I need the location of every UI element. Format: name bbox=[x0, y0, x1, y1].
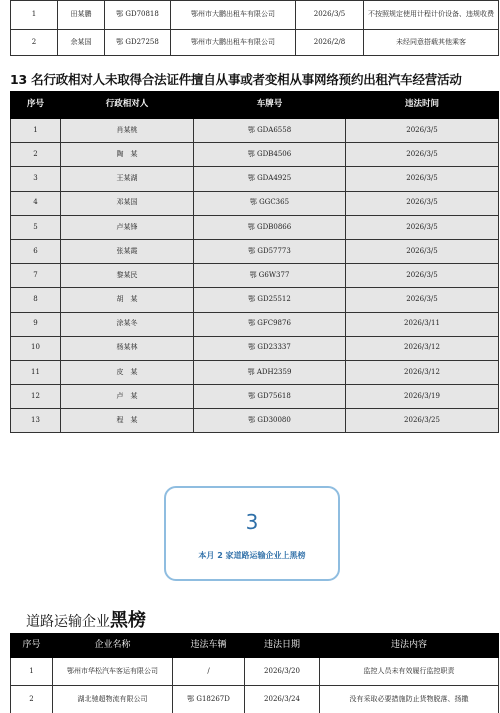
blacklist-heading-emphasis: 黑榜 bbox=[110, 610, 146, 631]
violation-date: 2026/3/5 bbox=[346, 119, 499, 143]
row-number: 1 bbox=[11, 119, 61, 143]
blacklist-heading-prefix: 道路运输企业 bbox=[26, 614, 110, 630]
row-number: 8 bbox=[11, 288, 61, 312]
row-number: 13 bbox=[11, 409, 61, 433]
violation-date: 2026/3/5 bbox=[346, 167, 499, 191]
violation-date: 2026/3/20 bbox=[245, 658, 320, 686]
violation-content: 监控人员未有效履行监控职责 bbox=[320, 658, 499, 686]
person-name: 程 某 bbox=[61, 409, 194, 433]
person-name: 余某国 bbox=[58, 30, 105, 56]
plate-number: 鄂 GD70818 bbox=[105, 1, 171, 30]
row-number: 11 bbox=[11, 360, 61, 384]
table-row bbox=[11, 312, 499, 336]
violation-content: 没有采取必要措施防止货物脱落、扬撒 bbox=[320, 686, 499, 713]
company-name: 鄂州市大鹏出租车有限公司 bbox=[171, 30, 296, 56]
plate-number: 鄂 GD75618 bbox=[194, 385, 346, 409]
column-header-plate: 车牌号 bbox=[194, 92, 346, 119]
plate-number: 鄂 GDA4925 bbox=[194, 167, 346, 191]
table-row bbox=[11, 336, 499, 360]
row-number: 1 bbox=[11, 658, 53, 686]
plate-number: 鄂 GD23337 bbox=[194, 336, 346, 360]
table-row bbox=[11, 409, 499, 433]
table-row bbox=[11, 1, 499, 30]
company-name: 鄂州市华松汽车客运有限公司 bbox=[53, 658, 173, 686]
violation-date: 2026/3/11 bbox=[346, 312, 499, 336]
table-row bbox=[11, 30, 499, 56]
vehicle-plate: 鄂 G18267D bbox=[173, 686, 245, 713]
column-header-person: 行政相对人 bbox=[61, 92, 194, 119]
person-name: 王某湖 bbox=[61, 167, 194, 191]
violation-date: 2026/3/5 bbox=[296, 1, 364, 30]
plate-number: 鄂 G6W377 bbox=[194, 264, 346, 288]
table-row bbox=[11, 264, 499, 288]
row-number: 2 bbox=[11, 686, 53, 713]
row-number: 10 bbox=[11, 336, 61, 360]
illegal-ride-hailing-table bbox=[10, 91, 499, 433]
row-number: 3 bbox=[11, 167, 61, 191]
violation-date: 2026/3/5 bbox=[346, 143, 499, 167]
column-header-date: 违法日期 bbox=[245, 634, 320, 658]
violation-date: 2026/3/12 bbox=[346, 360, 499, 384]
person-name: 卢 某 bbox=[61, 385, 194, 409]
column-header-vehicle: 违法车辆 bbox=[173, 634, 245, 658]
person-name: 胡 某 bbox=[61, 288, 194, 312]
plate-number: 鄂 GD27258 bbox=[105, 30, 171, 56]
row-number: 5 bbox=[11, 215, 61, 239]
column-header-number: 序号 bbox=[11, 92, 61, 119]
previous-violations-table bbox=[10, 0, 499, 56]
table-row bbox=[11, 686, 499, 713]
summary-callout-card bbox=[164, 486, 340, 581]
table-row bbox=[11, 215, 499, 239]
person-name: 涂某冬 bbox=[61, 312, 194, 336]
vehicle-plate: / bbox=[173, 658, 245, 686]
plate-number: 鄂 GD57773 bbox=[194, 239, 346, 263]
plate-number: 鄂 GDB4506 bbox=[194, 143, 346, 167]
violation-content: 未经同意搭载其他乘客 bbox=[364, 30, 499, 56]
row-number: 4 bbox=[11, 191, 61, 215]
row-number: 1 bbox=[11, 1, 58, 30]
table-row bbox=[11, 143, 499, 167]
table-header-row bbox=[11, 634, 499, 658]
column-header-company: 企业名称 bbox=[53, 634, 173, 658]
table-header-row bbox=[11, 92, 499, 119]
violation-date: 2026/3/25 bbox=[346, 409, 499, 433]
violation-date: 2026/2/8 bbox=[296, 30, 364, 56]
column-header-violation: 违法内容 bbox=[320, 634, 499, 658]
plate-number: 鄂 ADH2359 bbox=[194, 360, 346, 384]
table-row bbox=[11, 658, 499, 686]
table-row bbox=[11, 385, 499, 409]
violation-date: 2026/3/5 bbox=[346, 215, 499, 239]
callout-number: 3 bbox=[245, 510, 259, 534]
table-row bbox=[11, 360, 499, 384]
column-header-number: 序号 bbox=[11, 634, 53, 658]
row-number: 9 bbox=[11, 312, 61, 336]
table-row bbox=[11, 191, 499, 215]
blacklist-heading bbox=[26, 606, 146, 632]
person-name: 黎某民 bbox=[61, 264, 194, 288]
plate-number: 鄂 GD30080 bbox=[194, 409, 346, 433]
table-row bbox=[11, 239, 499, 263]
row-number: 2 bbox=[11, 143, 61, 167]
person-name: 杨某林 bbox=[61, 336, 194, 360]
violation-date: 2026/3/5 bbox=[346, 288, 499, 312]
violation-date: 2026/3/12 bbox=[346, 336, 499, 360]
callout-text: 本月 2 家道路运输企业上黑榜 bbox=[198, 551, 306, 560]
row-number: 2 bbox=[11, 30, 58, 56]
violation-date: 2026/3/5 bbox=[346, 264, 499, 288]
person-name: 皮 某 bbox=[61, 360, 194, 384]
plate-number: 鄂 GDB0866 bbox=[194, 215, 346, 239]
table-row bbox=[11, 119, 499, 143]
blacklist-table bbox=[10, 633, 499, 713]
violation-content: 不按照规定使用计程计价设备、违规收费 bbox=[364, 1, 499, 30]
person-name: 卢某锋 bbox=[61, 215, 194, 239]
plate-number: 鄂 GDA6558 bbox=[194, 119, 346, 143]
plate-number: 鄂 GGC365 bbox=[194, 191, 346, 215]
person-name: 田某鹏 bbox=[58, 1, 105, 30]
person-name: 陶 某 bbox=[61, 143, 194, 167]
row-number: 6 bbox=[11, 239, 61, 263]
company-name: 湖北驰超物流有限公司 bbox=[53, 686, 173, 713]
column-header-date: 违法时间 bbox=[346, 92, 499, 119]
person-name: 张某霞 bbox=[61, 239, 194, 263]
plate-number: 鄂 GFC9876 bbox=[194, 312, 346, 336]
table-row bbox=[11, 167, 499, 191]
plate-number: 鄂 GD25512 bbox=[194, 288, 346, 312]
company-name: 鄂州市大鹏出租车有限公司 bbox=[171, 1, 296, 30]
section-title: 13 名行政相对人未取得合法证件擅自从事或者变相从事网络预约出租汽车经营活动 bbox=[10, 72, 462, 87]
row-number: 12 bbox=[11, 385, 61, 409]
violation-date: 2026/3/24 bbox=[245, 686, 320, 713]
violation-date: 2026/3/5 bbox=[346, 239, 499, 263]
person-name: 邓某国 bbox=[61, 191, 194, 215]
violation-date: 2026/3/19 bbox=[346, 385, 499, 409]
table-row bbox=[11, 288, 499, 312]
row-number: 7 bbox=[11, 264, 61, 288]
person-name: 肖某桃 bbox=[61, 119, 194, 143]
violation-date: 2026/3/5 bbox=[346, 191, 499, 215]
